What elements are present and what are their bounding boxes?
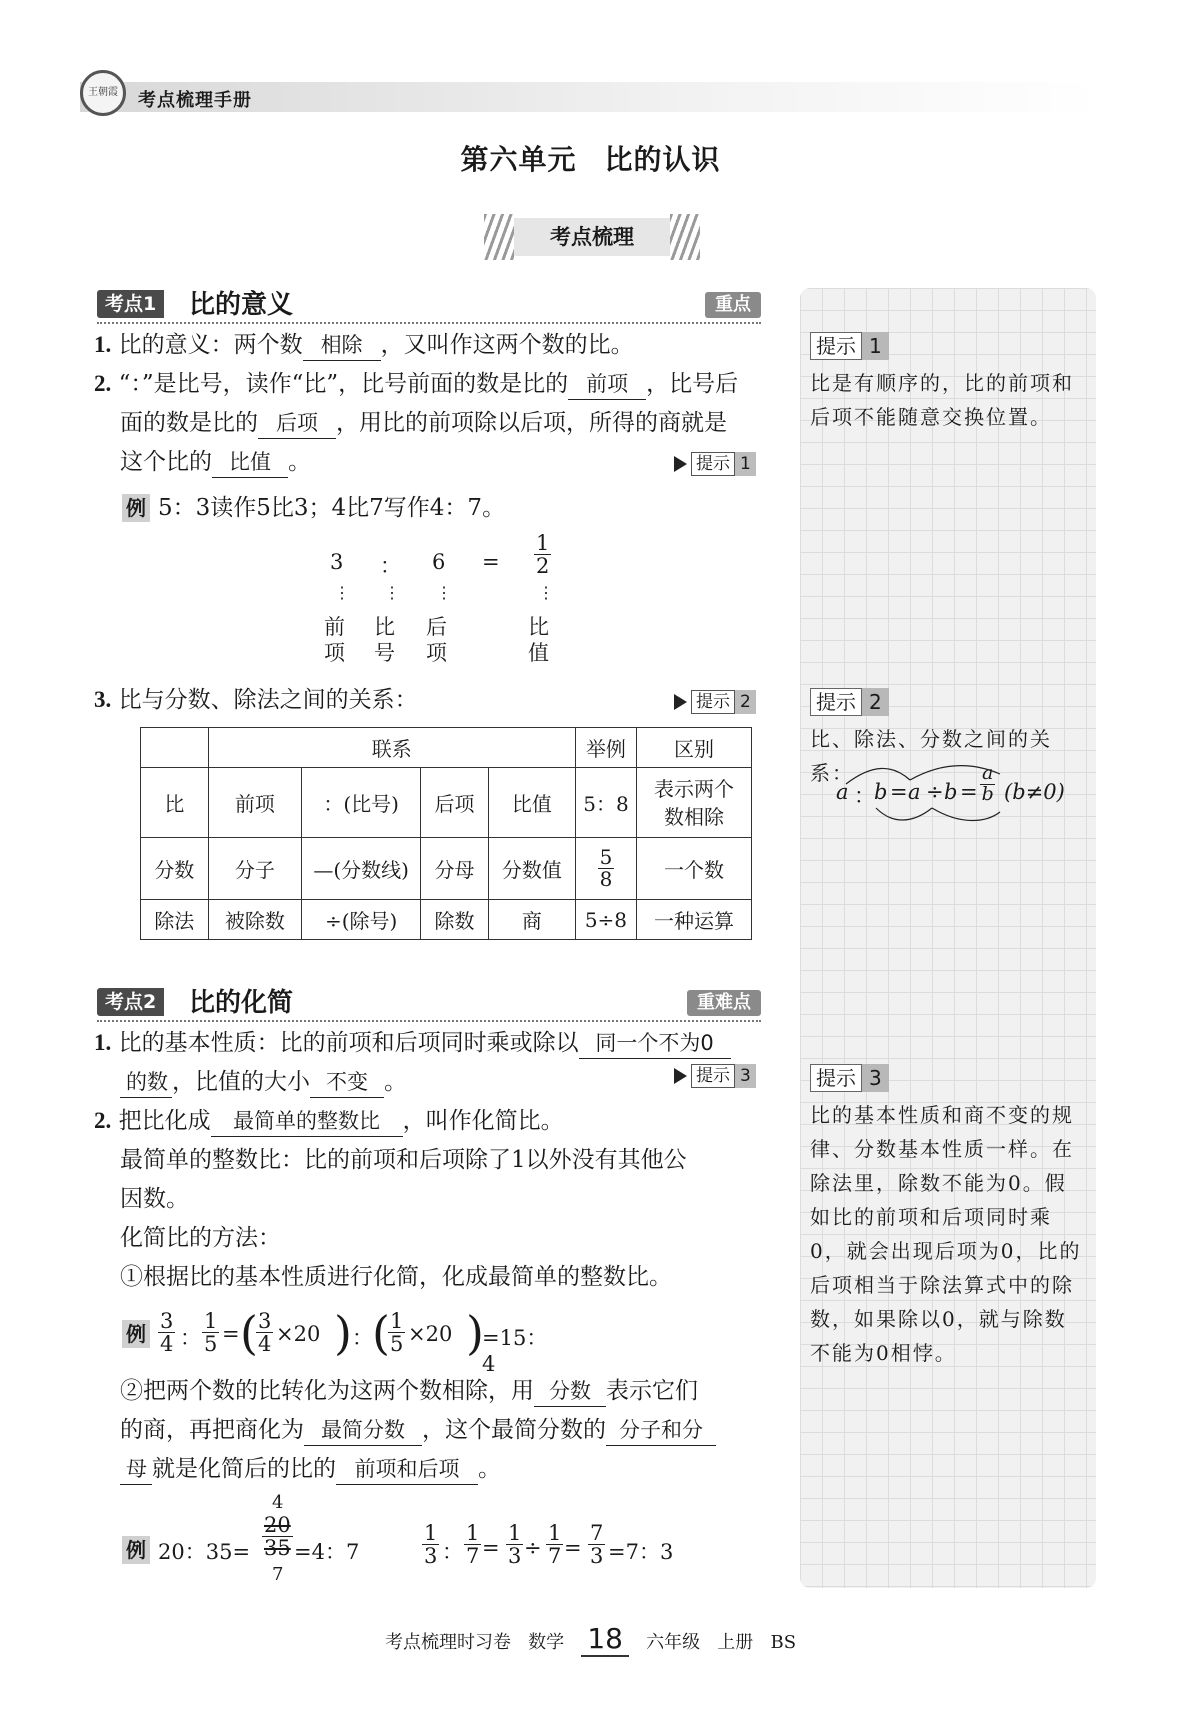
s1-item-3 xyxy=(94,680,418,720)
table-cell: ÷(除号) xyxy=(302,900,421,940)
section-title: 比的意义 xyxy=(189,290,294,320)
footer-series: 考点梳理时习卷 xyxy=(384,1632,511,1653)
answer-blank: 分子和分 xyxy=(606,1415,716,1446)
fraction-denominator: 3 xyxy=(424,1544,438,1569)
play-icon xyxy=(674,456,687,472)
table-cell: 分数值 xyxy=(488,838,575,900)
cell-line: 表示两个 xyxy=(654,776,735,801)
s2-method-2 xyxy=(120,1371,698,1411)
cell-fraction xyxy=(598,847,615,890)
answer-blank: 最简分数 xyxy=(304,1415,422,1446)
fraction-denominator: 7 xyxy=(466,1544,480,1569)
left-paren: ( xyxy=(372,1306,390,1360)
cell-line: 数相除 xyxy=(664,804,725,829)
fraction-denominator: 5 xyxy=(390,1332,404,1357)
table-row xyxy=(141,768,752,838)
formula-b2: b xyxy=(944,780,958,804)
formula-div: ÷ xyxy=(926,780,944,804)
label-char: 前 xyxy=(324,615,345,639)
formula-condition: (b≠0) xyxy=(1004,780,1065,804)
formula-a2: a xyxy=(908,780,921,804)
text: 比与分数、除法之间的关系： xyxy=(118,687,418,713)
play-icon xyxy=(674,1068,687,1084)
label-char: 比 xyxy=(374,615,395,639)
fraction-numerator: 1 xyxy=(424,1521,438,1545)
fraction-denominator: 3 xyxy=(590,1544,604,1569)
page-title xyxy=(0,138,1181,178)
s1-item-1 xyxy=(94,325,634,365)
hint-ref-2[interactable] xyxy=(674,690,756,714)
diagram-colon: ： xyxy=(380,554,401,578)
colon: ： xyxy=(352,1326,373,1350)
fraction-denominator: 35 xyxy=(264,1536,291,1561)
answer-blank: 母 xyxy=(120,1454,152,1485)
result: =4：7 xyxy=(294,1540,360,1564)
colon: ： xyxy=(442,1540,463,1564)
tip-2-heading xyxy=(810,688,889,716)
item-number: 1. xyxy=(94,1030,112,1055)
multiplier: ×20 xyxy=(276,1322,321,1346)
s2-example-2 xyxy=(122,1492,722,1592)
dotted-connector: ⋮ xyxy=(436,583,452,602)
fraction-denominator: 4 xyxy=(160,1332,174,1357)
fraction-numerator: 3 xyxy=(258,1309,272,1333)
section-2-heading xyxy=(97,984,761,1022)
fraction-denominator: 8 xyxy=(599,867,613,891)
table-cell xyxy=(637,768,752,838)
table-cell: 比值 xyxy=(488,768,575,838)
fraction-numerator: 7 xyxy=(590,1521,604,1545)
hint-label: 提示 xyxy=(691,452,735,476)
fraction xyxy=(588,1522,605,1567)
answer-blank: 同一个不为0 xyxy=(579,1028,731,1059)
formula-eq: = xyxy=(890,780,908,804)
table-cell: 商 xyxy=(488,900,575,940)
equals: = xyxy=(482,1536,500,1560)
logo-text: 王朝霞 xyxy=(88,87,118,98)
text: 。 xyxy=(288,449,311,475)
ratio-diagram xyxy=(320,530,580,670)
arrow-curve xyxy=(932,808,1000,821)
fraction-numerator: 1 xyxy=(390,1309,404,1333)
tip-1-text: 比是有顺序的，比的前项和后项不能随意交换位置。 xyxy=(810,371,1074,429)
text: 这个比的 xyxy=(120,449,212,475)
s1-item-2 xyxy=(94,364,738,404)
footer-grade: 六年级 xyxy=(646,1632,701,1653)
s2-item-1 xyxy=(94,1023,731,1063)
label-antecedent xyxy=(324,614,345,666)
table-header-link: 联系 xyxy=(208,728,575,768)
diagram-fraction xyxy=(534,532,551,577)
table-cell: 一种运算 xyxy=(637,900,752,940)
table-cell: 分母 xyxy=(421,838,489,900)
section-badge: 重点 xyxy=(705,292,761,318)
table-cell: 除数 xyxy=(421,900,489,940)
fraction-denominator: b xyxy=(981,782,994,805)
s1-example xyxy=(122,488,505,528)
text: 就是化简后的比的 xyxy=(152,1456,336,1482)
s2-method-title: 化简比的方法： xyxy=(120,1225,281,1251)
answer-blank: 前项和后项 xyxy=(336,1454,478,1485)
fraction-denominator: 4 xyxy=(258,1332,272,1357)
answer-blank: 相除 xyxy=(303,330,381,361)
unit-number: 第六单元 xyxy=(460,143,577,176)
hint-number: 1 xyxy=(735,452,756,476)
answer-blank: 分数 xyxy=(534,1376,606,1407)
hint-number: 2 xyxy=(735,690,756,714)
fraction-numerator: 1 xyxy=(508,1521,522,1545)
section-tag: 考点1 xyxy=(97,290,164,318)
text: “：”是比号，读作“比”，比号前面的数是比的 xyxy=(118,371,569,397)
text: ，叫作化简比。 xyxy=(402,1108,564,1134)
example-tag: 例 xyxy=(122,1536,150,1564)
fraction-denominator: 2 xyxy=(536,554,550,579)
tip-3-heading xyxy=(810,1064,889,1092)
label-char: 后 xyxy=(426,615,447,639)
table-cell: 一个数 xyxy=(637,838,752,900)
banner-stripes-left xyxy=(484,214,514,260)
example-text: 5：3读作5比3；4比7写作4：7。 xyxy=(158,495,506,521)
page-number: 18 xyxy=(581,1622,629,1657)
logo xyxy=(80,70,126,116)
footer-edition: BS xyxy=(770,1632,797,1653)
dotted-connector: ⋮ xyxy=(384,583,400,602)
example-tag: 例 xyxy=(122,1320,150,1348)
section-title: 比的化简 xyxy=(189,988,294,1018)
item-number: 1. xyxy=(94,332,112,357)
table-cell: 被除数 xyxy=(208,900,301,940)
play-icon xyxy=(674,694,687,710)
tip-2-text: 比、除法、分数之间的关系： xyxy=(810,727,1052,785)
s2-item-2 xyxy=(94,1101,564,1141)
s1-item-2-cont2 xyxy=(120,442,311,482)
dotted-connector: ⋮ xyxy=(538,583,554,602)
right-paren: ) xyxy=(334,1306,352,1360)
table-cell: 分数 xyxy=(141,838,209,900)
label-ratio-value xyxy=(528,614,549,666)
section-badge: 重难点 xyxy=(687,990,761,1016)
table-cell: 分子 xyxy=(208,838,301,900)
text: ，这个最简分数的 xyxy=(422,1417,606,1443)
answer-blank: 不变 xyxy=(310,1067,384,1098)
text: ②把两个数的比转化为这两个数相除，用 xyxy=(120,1378,534,1404)
expression: 20：35= xyxy=(158,1540,251,1564)
fraction-denominator: 7 xyxy=(548,1544,562,1569)
fraction-denominator: 5 xyxy=(204,1332,218,1357)
reduced-denominator: 7 xyxy=(272,1564,284,1585)
s2-definition: 最简单的整数比：比的前项和后项除了1以外没有其他公 xyxy=(120,1147,687,1173)
table-cell: 5：8 xyxy=(575,768,636,838)
diagram-consequent: 6 xyxy=(432,550,446,574)
diagram-equals: = xyxy=(482,550,500,574)
tip-2-formula xyxy=(832,764,1082,824)
arrow-curve xyxy=(876,808,932,820)
reduced-numerator: 4 xyxy=(272,1492,284,1513)
table-row xyxy=(141,838,752,900)
text: ，用比的前项除以后项，所得的商就是 xyxy=(336,410,727,436)
fraction xyxy=(464,1522,481,1567)
fraction xyxy=(256,1310,273,1355)
fraction xyxy=(422,1522,439,1567)
answer-blank: 后项 xyxy=(258,408,336,439)
s2-method-2-cont xyxy=(120,1410,716,1450)
table-cell: 后项 xyxy=(421,768,489,838)
fraction-numerator: 1 xyxy=(548,1521,562,1545)
table-header-row xyxy=(141,728,752,768)
tip-label: 提示 xyxy=(810,688,862,716)
text: 比的意义：两个数 xyxy=(118,332,303,358)
footer-subject: 数学 xyxy=(528,1632,565,1653)
result: =15：4 xyxy=(482,1326,548,1376)
s2-item-1-cont xyxy=(120,1062,407,1102)
header-title: 考点梳理手册 xyxy=(138,90,252,111)
sidebar-tips xyxy=(800,288,1096,1588)
cancelled-fraction xyxy=(262,1514,293,1559)
table-cell: 除法 xyxy=(141,900,209,940)
text: 面的数是比的 xyxy=(120,410,258,436)
text: 把比化成 xyxy=(118,1108,211,1134)
tip-label: 提示 xyxy=(810,1064,862,1092)
s2-definition-cont: 因数。 xyxy=(120,1186,189,1212)
colon: ： xyxy=(180,1326,201,1350)
label-char: 比 xyxy=(528,615,549,639)
right-paren: ) xyxy=(466,1306,484,1360)
fraction-numerator: 1 xyxy=(536,531,550,555)
hint-label: 提示 xyxy=(691,690,735,714)
fraction xyxy=(202,1310,219,1355)
label-char: 项 xyxy=(324,641,345,665)
fraction xyxy=(506,1522,523,1567)
section-banner xyxy=(484,214,700,260)
banner-stripes-right xyxy=(670,214,700,260)
section-tag: 考点2 xyxy=(97,988,164,1016)
text: ，又叫作这两个数的比。 xyxy=(380,332,634,358)
formula-fraction xyxy=(980,764,995,805)
formula-a: a xyxy=(836,780,849,804)
section-1-heading xyxy=(97,286,761,324)
formula-eq2: = xyxy=(960,780,978,804)
fraction-numerator: 1 xyxy=(204,1309,218,1333)
fraction xyxy=(546,1522,563,1567)
s2-method-1: ①根据比的基本性质进行化简，化成最简单的整数比。 xyxy=(120,1264,672,1290)
formula-colon: ： xyxy=(854,784,875,808)
table-row xyxy=(141,900,752,940)
tip-1-heading xyxy=(810,332,889,360)
multiplier: ×20 xyxy=(408,1322,453,1346)
text: 。 xyxy=(384,1069,407,1095)
fraction-numerator: 20 xyxy=(264,1513,291,1537)
table-header-empty xyxy=(141,728,209,768)
table-cell: ：(比号) xyxy=(302,768,421,838)
tip-3-text: 比的基本性质和商不变的规律、分数基本性质一样。在除法里，除数不能为0。假如比的前项和后项同时乘0，就会出现后项为0，比的后项相当于除法算式中的除数，如果除以0，就与除数不能为0相悖。 xyxy=(810,1103,1082,1365)
table-cell: 前项 xyxy=(208,768,301,838)
diagram-antecedent: 3 xyxy=(330,550,344,574)
tip-number: 1 xyxy=(862,332,889,360)
s2-example-1 xyxy=(122,1306,548,1376)
item-number: 3. xyxy=(94,687,112,712)
tip-label: 提示 xyxy=(810,332,862,360)
item-number: 2. xyxy=(94,1108,112,1133)
table-header-diff: 区别 xyxy=(637,728,752,768)
table-cell: —(分数线) xyxy=(302,838,421,900)
hint-label: 提示 xyxy=(691,1064,735,1088)
fraction-numerator: 5 xyxy=(599,845,613,869)
fraction-numerator: 3 xyxy=(160,1309,174,1333)
text: 。 xyxy=(478,1456,501,1482)
unit-name: 比的认识 xyxy=(604,143,721,176)
s2-method-2-cont2 xyxy=(120,1449,501,1489)
fraction-numerator: 1 xyxy=(466,1521,480,1545)
answer-blank: 前项 xyxy=(568,369,646,400)
divide: ÷ xyxy=(524,1536,542,1560)
table-cell: 5÷8 xyxy=(575,900,636,940)
label-char: 项 xyxy=(426,641,447,665)
tip-number: 3 xyxy=(862,1064,889,1092)
label-ratio-sign xyxy=(374,614,395,666)
text: 表示它们 xyxy=(606,1378,698,1404)
fraction xyxy=(388,1310,405,1355)
hint-ref-1[interactable] xyxy=(674,452,756,476)
fraction-numerator: a xyxy=(982,762,994,784)
hint-number: 3 xyxy=(735,1064,756,1088)
label-char: 号 xyxy=(374,641,395,665)
item-number: 2. xyxy=(94,371,112,396)
equals: = xyxy=(564,1536,582,1560)
table-cell xyxy=(575,838,636,900)
banner-label: 考点梳理 xyxy=(514,218,670,256)
table-cell: 比 xyxy=(141,768,209,838)
label-consequent xyxy=(426,614,447,666)
hint-ref-3[interactable] xyxy=(674,1064,756,1088)
table-header-example: 举例 xyxy=(575,728,636,768)
relation-table xyxy=(140,727,752,940)
footer xyxy=(0,1622,1181,1655)
text: ，比号后 xyxy=(646,371,739,397)
text: ，比值的大小 xyxy=(172,1069,310,1095)
s1-item-2-cont xyxy=(120,403,727,443)
equals: = xyxy=(222,1322,240,1346)
fraction-denominator: 3 xyxy=(508,1544,522,1569)
answer-blank: 的数 xyxy=(120,1067,172,1098)
dotted-connector: ⋮ xyxy=(334,583,350,602)
answer-blank: 比值 xyxy=(212,447,288,478)
left-paren: ( xyxy=(240,1306,258,1360)
text: 比的基本性质：比的前项和后项同时乘或除以 xyxy=(118,1030,579,1056)
footer-volume: 上册 xyxy=(717,1632,754,1653)
label-char: 值 xyxy=(528,641,549,665)
answer-blank: 最简单的整数比 xyxy=(211,1106,403,1137)
formula-b: b xyxy=(874,780,888,804)
example-tag: 例 xyxy=(122,494,150,522)
text: 的商，再把商化为 xyxy=(120,1417,304,1443)
result: =7：3 xyxy=(608,1540,674,1564)
tip-number: 2 xyxy=(862,688,889,716)
fraction xyxy=(158,1310,175,1355)
